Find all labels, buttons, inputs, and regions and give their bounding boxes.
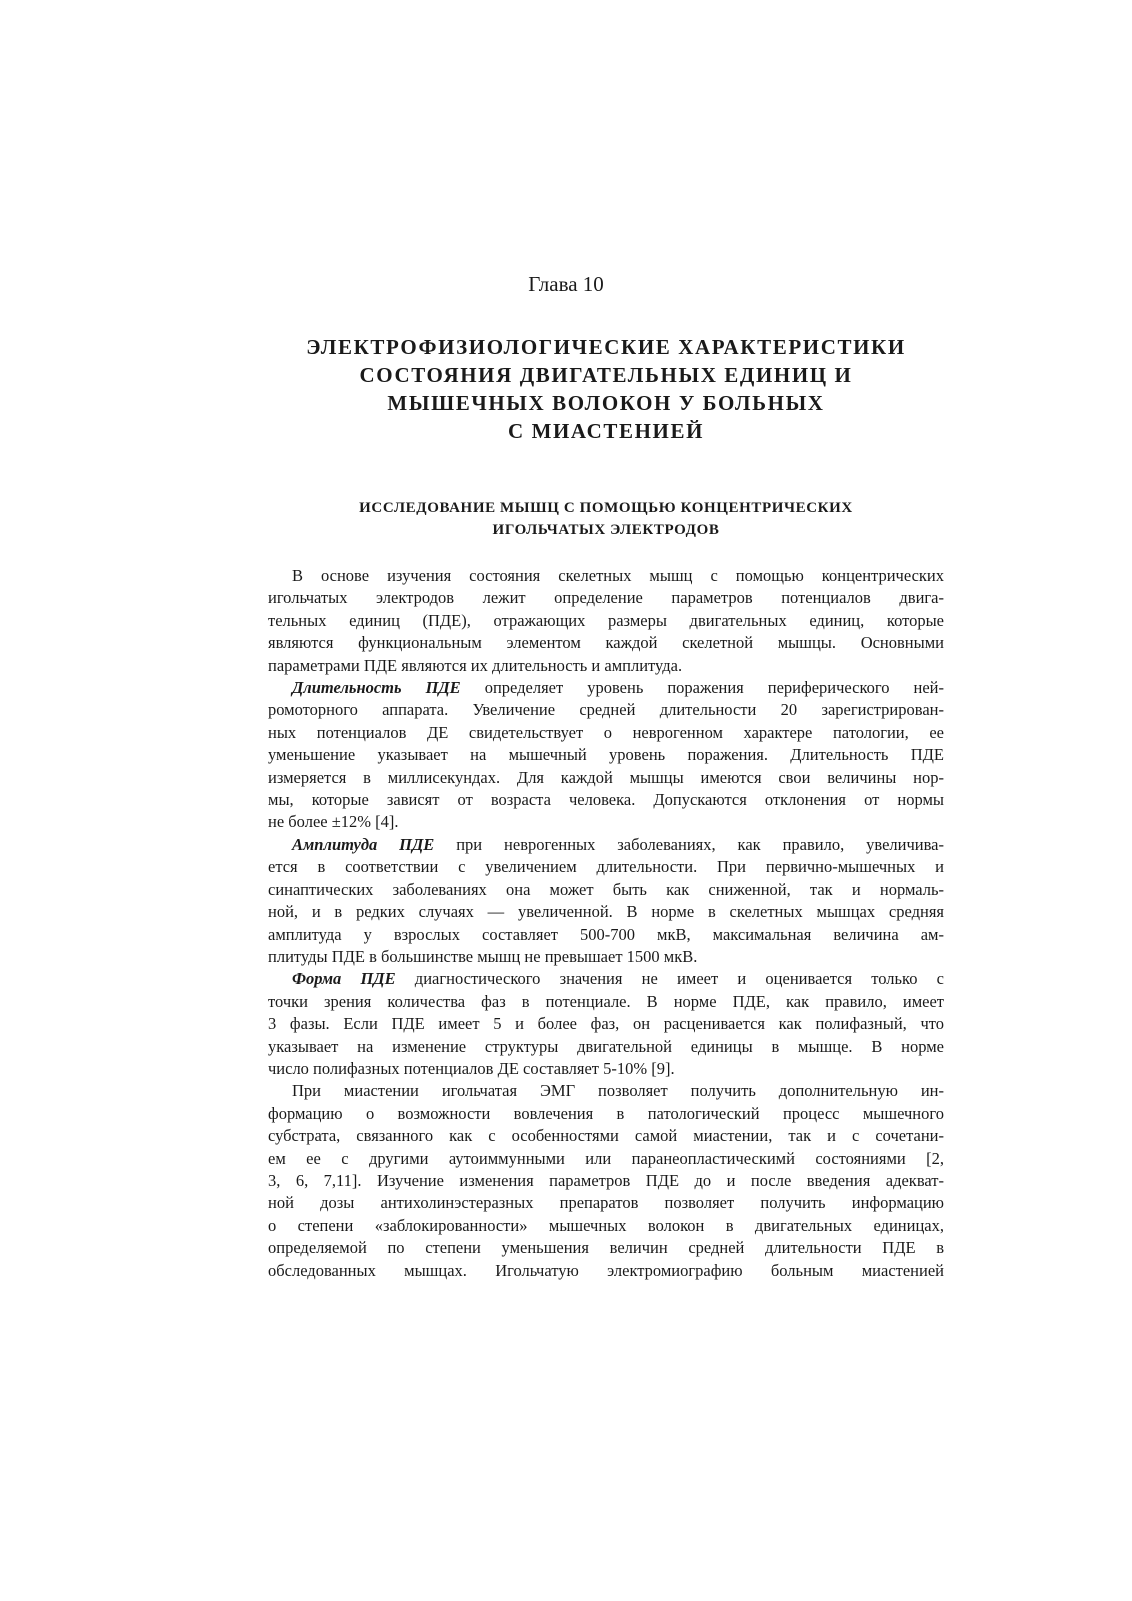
paragraph-line: обследованных мышцах. Игольчатую электромиографию больным миастенией	[268, 1260, 944, 1280]
paragraph-line: указывает на изменение структуры двигательной единицы в мышце. В норме	[268, 1036, 944, 1056]
paragraph-line: число полифазных потенциалов ДЕ составляет 5-10% [9].	[268, 1058, 675, 1078]
paragraph-line: 3, 6, 7,11]. Изучение изменения параметров ПДЕ до и после введения адекват-	[268, 1170, 944, 1190]
chapter-label: Глава 10	[528, 272, 604, 296]
paragraph-line: В основе изучения состояния скелетных мышц с помощью концентрических	[292, 566, 944, 585]
chapter-title-line: СОСТОЯНИЯ ДВИГАТЕЛЬНЫХ ЕДИНИЦ И	[359, 363, 853, 387]
paragraph-line: мы, которые зависят от возраста человека. Допускаются отклонения от нормы	[268, 790, 944, 810]
paragraph-line: ется в соответствии с увеличением длительности. При первично-мышечных и	[268, 857, 944, 877]
section-title-line: ИССЛЕДОВАНИЕ МЫШЦ С ПОМОЩЬЮ КОНЦЕНТРИЧЕСКИХ	[359, 500, 853, 516]
chapter-title-line: ЭЛЕКТРОФИЗИОЛОГИЧЕСКИЕ ХАРАКТЕРИСТИКИ	[306, 335, 906, 359]
paragraph-line: ной, и в редких случаях — увеличенной. В норме в скелетных мышцах средняя	[268, 902, 944, 922]
paragraph-text: определяет уровень поражения периферического ней-	[460, 678, 944, 698]
term: Длительность ПДЕ	[292, 678, 461, 698]
paragraph-line: субстрата, связанного как с особенностями самой миастении, так и с сочетани-	[268, 1126, 944, 1146]
paragraph-line: амплитуда у взрослых составляет 500-700 мкВ, максимальная величина ам-	[268, 924, 944, 944]
paragraph-line: ной дозы антихолинэстеразных препаратов позволяет получить информацию	[268, 1193, 944, 1213]
paragraph-line	[268, 968, 944, 990]
paragraph-line: точки зрения количества фаз в потенциале. В норме ПДЕ, как правило, имеет	[268, 991, 944, 1011]
paragraph	[268, 1080, 944, 1282]
paragraph-line: синаптических заболеваниях она может быть как сниженной, так и нормаль-	[268, 879, 944, 899]
paragraph-text: диагностического значения не имеет и оценивается только с	[395, 969, 945, 989]
chapter-title-line: МЫШЕЧНЫХ ВОЛОКОН У БОЛЬНЫХ	[387, 391, 825, 415]
paragraph-line: уменьшение указывает на мышечный уровень поражения. Длительность ПДЕ	[268, 745, 944, 765]
paragraph-line: о степени «заблокированности» мышечных волокон в двигательных единицах,	[268, 1215, 944, 1235]
term: Форма ПДЕ	[292, 969, 396, 989]
paragraph	[268, 968, 944, 1080]
section-title-line: ИГОЛЬЧАТЫХ ЭЛЕКТРОДОВ	[492, 522, 720, 538]
chapter-title-line: С МИАСТЕНИЕЙ	[507, 419, 705, 443]
paragraph-line: При миастении игольчатая ЭМГ позволяет получить дополнительную ин-	[292, 1081, 944, 1101]
paragraph-line: параметрами ПДЕ являются их длительность и амплитуда.	[268, 655, 683, 675]
section-title	[250, 497, 962, 541]
paragraph-line: не более ±12% [4].	[268, 812, 399, 832]
paragraph-line: являются функциональным элементом каждой скелетной мышцы. Основными	[268, 633, 944, 653]
paragraph	[268, 677, 944, 834]
paragraph	[268, 565, 944, 677]
paragraph-line: формацию о возможности вовлечения в патологический процесс мышечного	[268, 1103, 944, 1123]
paragraph	[268, 834, 944, 968]
paragraph-line: ромоторного аппарата. Увеличение средней длительности 20 зарегистрирован-	[268, 700, 944, 720]
paragraph-line: измеряется в миллисекундах. Для каждой мышцы имеются свои величины нор-	[268, 767, 944, 787]
paragraph-line	[268, 834, 944, 856]
paragraph-line: игольчатых электродов лежит определение параметров потенциалов двига-	[268, 588, 944, 608]
body-text	[268, 565, 944, 1282]
paragraph-line: определяемой по степени уменьшения величин средней длительности ПДЕ в	[268, 1238, 944, 1258]
paragraph-line: плитуды ПДЕ в большинстве мышц не превышает 1500 мкВ.	[268, 946, 698, 966]
chapter-title	[200, 333, 1012, 445]
paragraph-line	[268, 677, 944, 699]
paragraph-line: тельных единиц (ПДЕ), отражающих размеры двигательных единиц, которые	[268, 610, 944, 630]
paragraph-text: при неврогенных заболеваниях, как правило, увеличива-	[434, 834, 944, 854]
paragraph-line: ем ее с другими аутоиммунными или паранеопластическимй состояниями [2,	[268, 1148, 944, 1168]
paragraph-line: 3 фазы. Если ПДЕ имеет 5 и более фаз, он расценивается как полифазный, что	[268, 1014, 944, 1034]
paragraph-line: ных потенциалов ДЕ свидетельствует о неврогенном характере патологии, ее	[268, 722, 944, 742]
term: Амплитуда ПДЕ	[292, 834, 435, 854]
